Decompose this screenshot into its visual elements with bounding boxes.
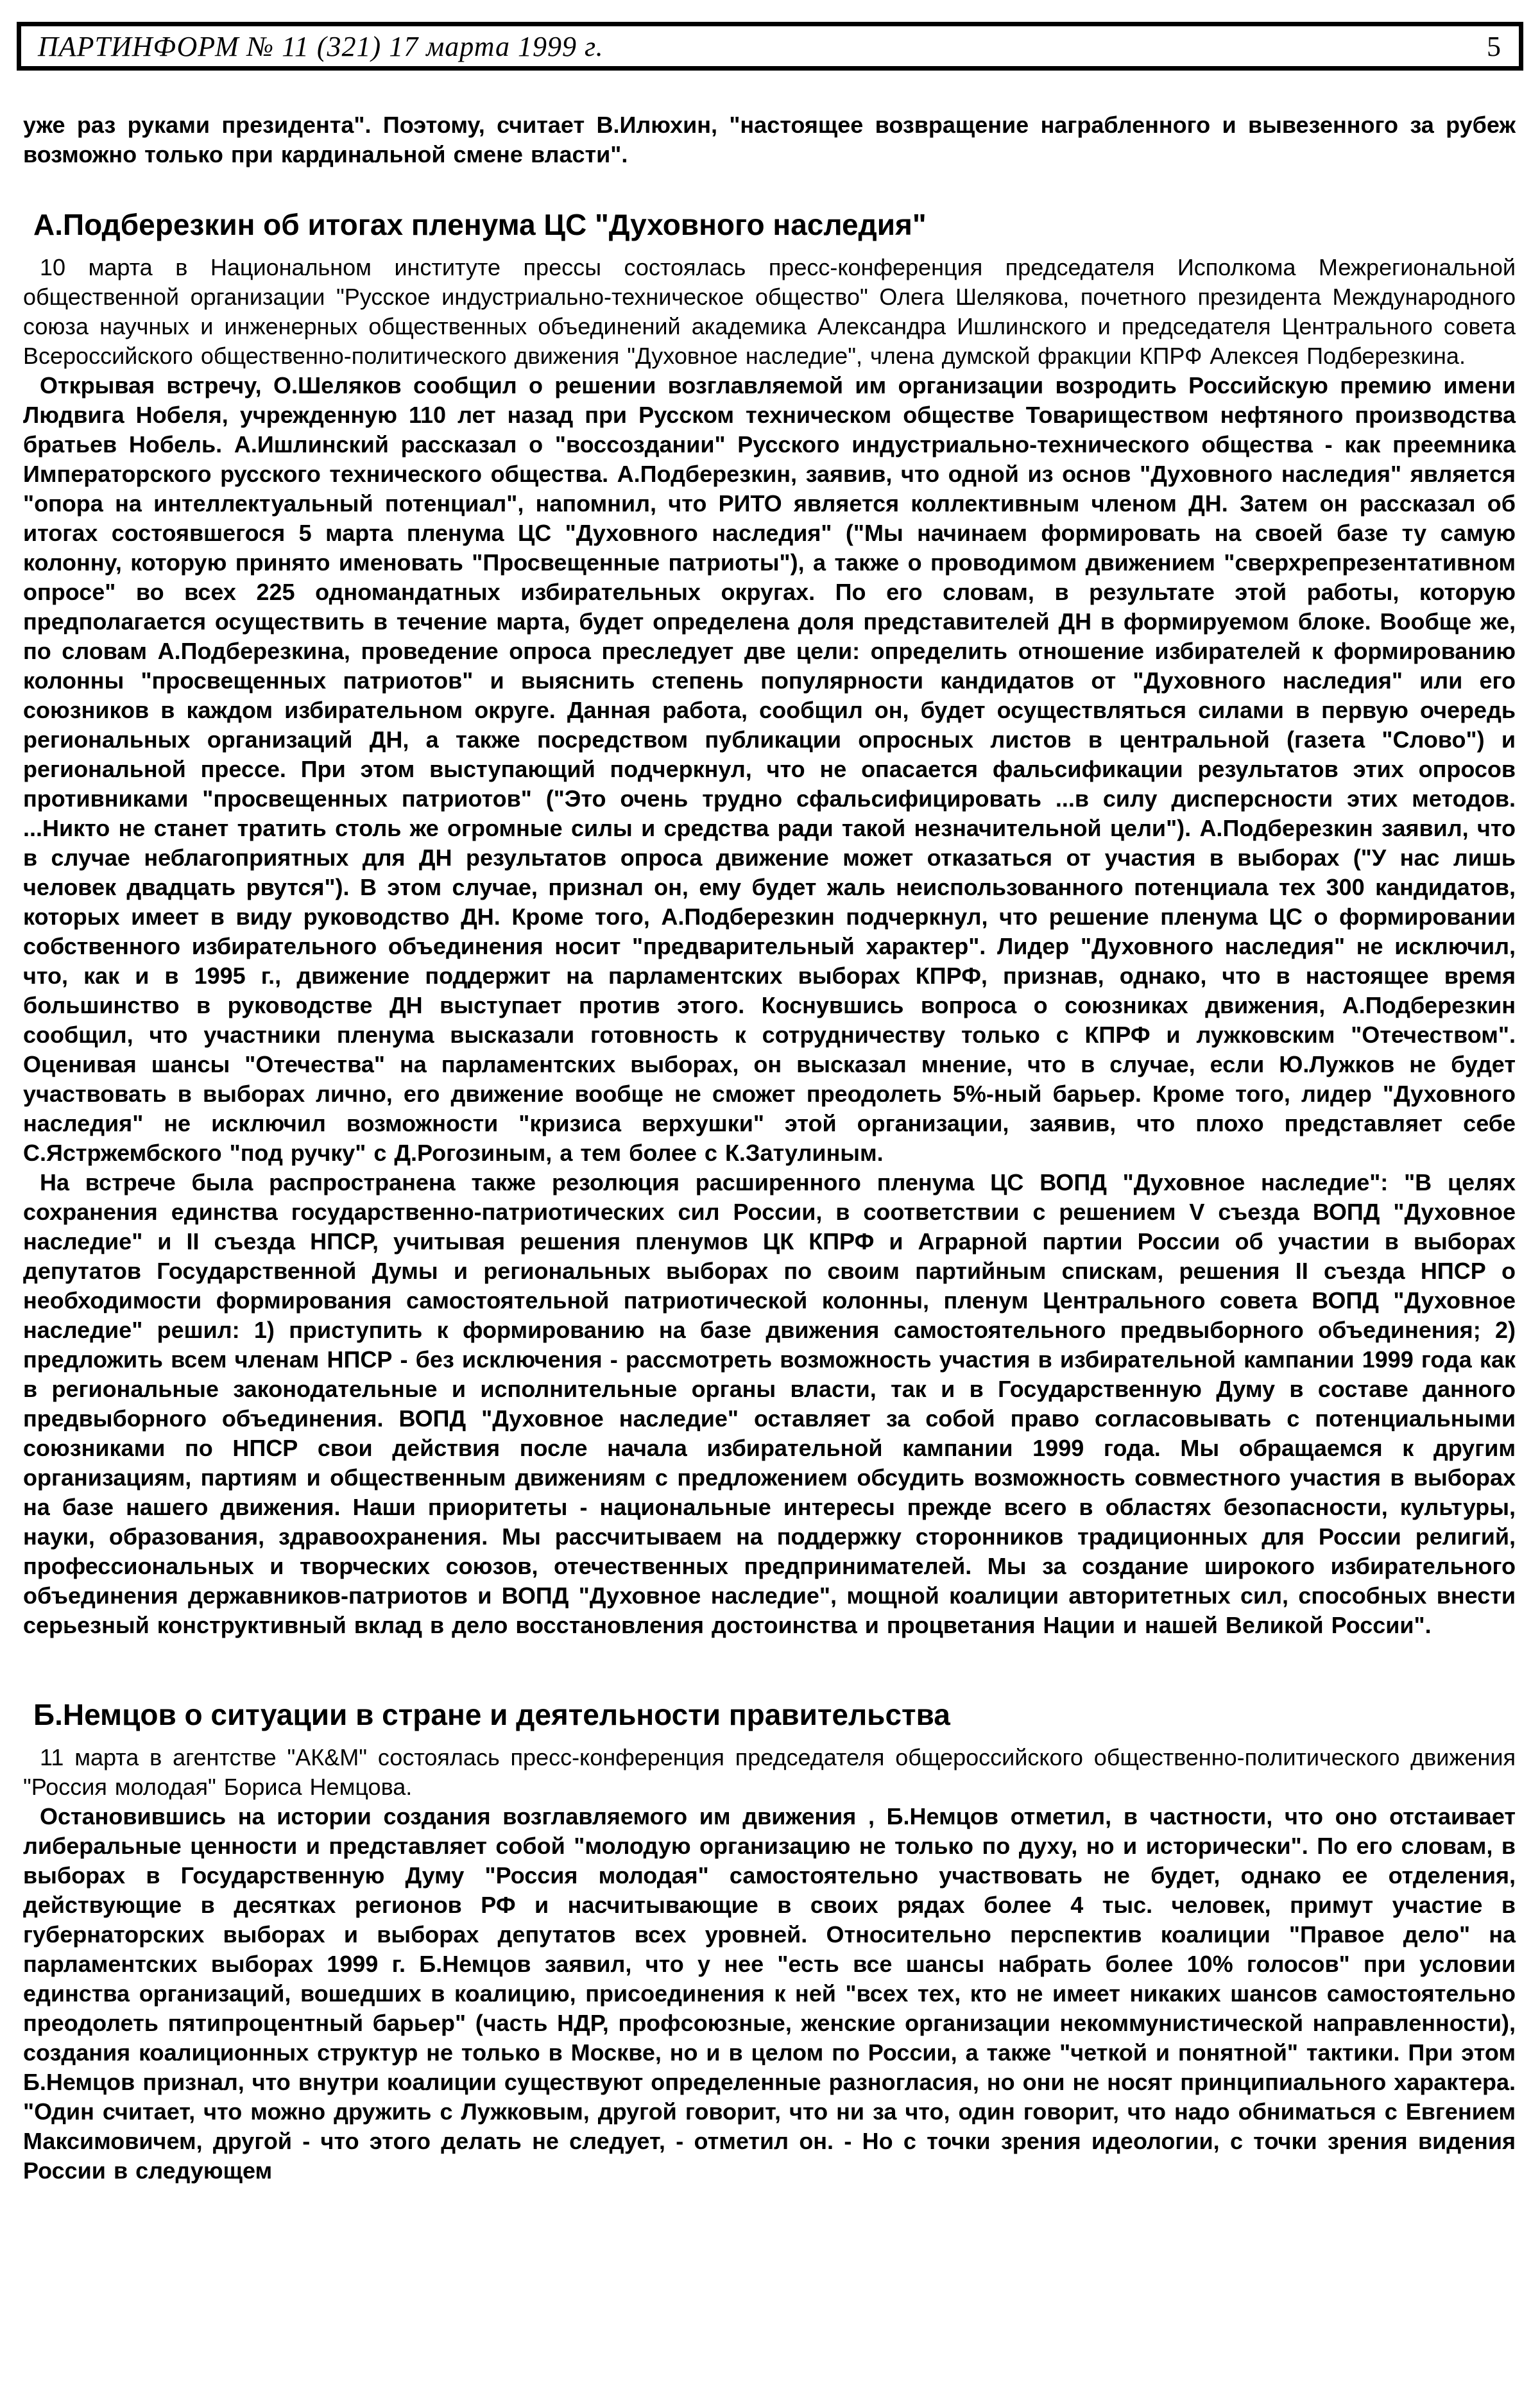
body-paragraph: уже раз руками президента". Поэтому, считает В.Илюхин, "настоящее возвращение награбленного и вывезенного за рубеж возможно только при кардинальной смене власти". — [23, 112, 1516, 167]
section-heading: Б.Немцов о ситуации в стране и деятельности правительства — [33, 1698, 950, 1731]
body-paragraph: На встрече была распространена также резолюция расширенного пленума ЦС ВОПД "Духовное наследие": "В целях сохранения единства государственно-патриотических сил России, в соответствии с решением V съезда ВОПД "Духовное наследие" и II съезда НПСР, учитывая решения пленумов ЦК КПРФ и Аграрной партии России об участии в выборах депутатов Государственной Думы и региональных выборах по своим партийным спискам, решения II съезда НПСР о необходимости формирования самостоятельной патриотической колонны, пленум Центрального совета ВОПД "Духовное наследие" решил: 1) приступить к формированию на базе движения самостоятельного предвыборного объединения; 2) предложить всем членам НПСР - без исключения - рассмотреть возможность участия в избирательной кампании 1999 года как в региональные законодательные и исполнительные органы власти, так и в Государственную Думу в составе данного предвыборного объединения. ВОПД "Духовное наследие" оставляет за собой право согласовывать с потенциальными союзниками по НПСР свои действия после начала избирательной кампании 1999 года. Мы обращаемся к другим организациям, партиям и общественным движениям с предложением обсудить возможность совместного участия в выборах на базе нашего движения. Наши приоритеты - национальные интересы прежде всего в областях безопасности, культуры, науки, образования, здравоохранения. Мы рассчитываем на поддержку сторонников традиционных для России религий, профессиональных и творческих союзов, отечественных предпринимателей. Мы за создание широкого избирательного объединения державников-патриотов и ВОПД "Духовное наследие", мощной коалиции авторитетных сил, способных внести серьезный конструктивный вклад в дело восстановления достоинства и процветания Нации и нашей Великой России". — [23, 1169, 1516, 1638]
body-paragraph: Открывая встречу, О.Шеляков сообщил о решении возглавляемой им организации возродить Российскую премию имени Людвига Нобеля, учрежденную 110 лет назад при Русском техническом обществе Товариществом нефтяного производства братьев Нобель. А.Ишлинский рассказал о "воссоздании" Русского индустриально-технического общества - как преемника Императорского русского технического общества. А.Подберезкин, заявив, что одной из основ "Духовного наследия" является "опора на интеллектуальный потенциал", напомнил, что РИТО является коллективным членом ДН. Затем он рассказал об итогах состоявшегося 5 марта пленума ЦС "Духовного наследия" ("Мы начинаем формировать на своей базе ту самую колонну, которую принято именовать "Просвещенные патриоты"), а также о проводимом движением "сверхрепрезентативном опросе" во всех 225 одномандатных избирательных округах. По его словам, в результате этой работы, которую предполагается осуществить в течение марта, будет определена доля представителей ДН в формируемом блоке. Вообще же, по словам А.Подберезкина, проведение опроса преследует две цели: определить отношение избирателей к формированию колонны "просвещенных патриотов" и выяснить степень популярности кандидатов от "Духовного наследия" или его союзников в каждом избирательном округе. Данная работа, сообщил он, будет осуществляться силами в первую очередь региональных организаций ДН, а также посредством публикации опросных листов в центральной (газета "Слово") и региональной прессе. При этом выступающий подчеркнул, что не опасается фальсификации результатов этих опросов противниками "просвещенных патриотов" ("Это очень трудно сфальсифицировать ...в силу дисперсности этих методов. ...Никто не станет тратить столь же огромные силы и средства ради такой незначительной цели"). А.Подберезкин заявил, что в случае неблагоприятных для ДН результатов опроса движение может отказаться от участия в выборах ("У нас лишь человек двадцать рвутся"). В этом случае, признал он, ему будет жаль неиспользованного потенциала тех 300 кандидатов, которых имеет в виду руководство ДН. Кроме того, А.Подберезкин подчеркнул, что решение пленума ЦС о формировании собственного избирательного объединения носит "предварительный характер". Лидер "Духовного наследия" не исключил, что, как и в 1995 г., движение поддержит на парламентских выборах КПРФ, признав, однако, что в настоящее время большинство в руководстве ДН выступает против этого. Коснувшись вопроса о союзниках движения, А.Подберезкин сообщил, что участники пленума высказали готовность к сотрудничеству только с КПРФ и лужковским "Отечеством". Оценивая шансы "Отечества" на парламентских выборах, он высказал мнение, что в случае, если Ю.Лужков не будет участвовать в выборах лично, его движение вообще не сможет преодолеть 5%-ный барьер. Кроме того, лидер "Духовного наследия" не исключил возможности "кризиса верхушки" этой организации, заявив, что плохо представляет себе С.Ястржембского "под ручку" с Д.Рогозиным, а тем более с К.Затулиным. — [23, 372, 1516, 1166]
section-heading: А.Подберезкин об итогах пленума ЦС "Духовного наследия" — [33, 208, 927, 241]
page-header — [17, 22, 1523, 71]
newsletter-title: ПАРТИНФОРМ № 11 (321) 17 марта 1999 г. — [38, 30, 604, 62]
body-paragraph: 11 марта в агентстве "АК&М" состоялась пресс-конференция председателя общероссийского общественно-политического движения "Россия молодая" Бориса Немцова. — [23, 1744, 1516, 1800]
body-paragraph: 10 марта в Национальном институте прессы состоялась пресс-конференция председателя Исполкома Межрегиональной общественной организации "Русское индустриально-техническое общество" Олега Шелякова, почетного президента Международного союза научных и инженерных общественных объединений академика Александра Ишлинского и председателя Центрального совета Всероссийского общественно-политического движения "Духовное наследие", члена думской фракции КПРФ Алексея Подберезкина. — [23, 254, 1516, 369]
body-paragraph: Остановившись на истории создания возглавляемого им движения , Б.Немцов отметил, в частности, что оно отстаивает либеральные ценности и представляет собой "молодую организацию не только по духу, но и исторически". По его словам, в выборах в Государственную Думу "Россия молодая" самостоятельно участвовать не будет, однако ее отделения, действующие в десятках регионов РФ и насчитывающие в своих рядах более 4 тыс. человек, примут участие в губернаторских выборах и выборах депутатов всех уровней. Относительно перспектив коалиции "Правое дело" на парламентских выборах 1999 г. Б.Немцов заявил, что у нее "есть все шансы набрать более 10% голосов" при условии единства организаций, вошедших в коалицию, присоединения к ней "всех тех, кто не имеет никаких шансов самостоятельно преодолеть пятипроцентный барьер" (часть НДР, профсоюзные, женские организации некоммунистической направленности), создания коалиционных структур не только в Москве, но и в целом по России, а также "четкой и понятной" тактики. При этом Б.Немцов признал, что внутри коалиции существуют определенные разногласия, но они не носят принципиального характера. "Один считает, что можно дружить с Лужковым, другой говорит, что ни за что, один говорит, что надо обниматься с Евгением Максимовичем, другой - что этого делать не следует, - отметил он. - Но с точки зрения идеологии, с точки зрения видения России в следующем — [23, 1803, 1516, 2184]
page-number: 5 — [1487, 30, 1501, 62]
article-content — [23, 110, 1516, 2186]
